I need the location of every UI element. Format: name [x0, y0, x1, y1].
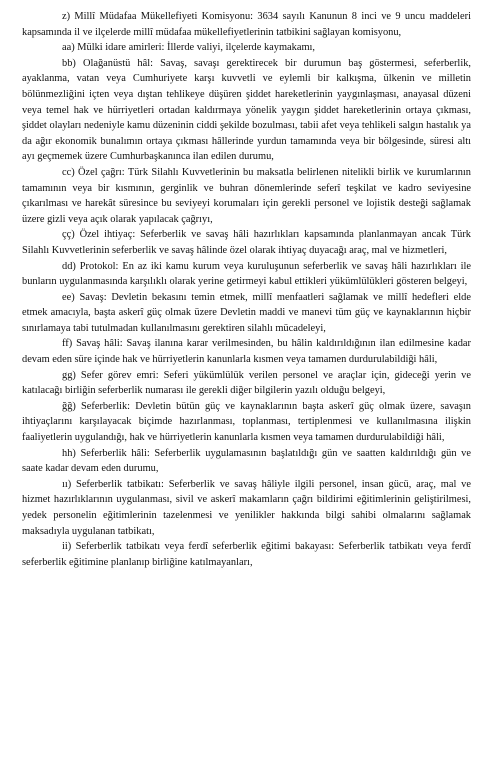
definition-dd: dd) Protokol: En az iki kamu kurum veya kuruluşunun seferberlik ve savaş hâli hazırlıkları ile bunların uygulanmasında karşılıklı olarak yerine getirmeyi kabul ettikleri yükümlülükleri gösteren belgeyi,	[22, 260, 471, 288]
definition-cc-cedilla: çç) Özel ihtiyaç: Seferberlik ve savaş hâli hazırlıkları kapsamında planlanmayan ancak Türk Silahlı Kuvvetlerinin seferberlik ve savaş hâlinde özel olarak ihtiyaç duyacağı araç, mal ve hizmetleri,	[22, 229, 471, 256]
definition-ii-dotless: ıı) Seferberlik tatbikatı: Seferberlik ve savaş hâliyle ilgili personel, insan gücü, araç, mal ve hizmet hazırlıklarının uygulanması, sivil ve askerî makamların çağrı bildirimi eğitimlerinin geliştirilmesi, yedek personelin eğitimlerinin tazelenmesi ve yenilikler hakkında bilgi sahibi olmalarını sağlamak maksadıyla uygulanan tatbikatı,	[22, 478, 471, 537]
definition-ee: ee) Savaş: Devletin bekasını temin etmek, millî menfaatleri sağlamak ve millî hedefleri elde etmek amacıyla, başta askerî güç olmak üzere Devletin maddi ve manevi tüm güç ve kaynaklarının hiçbir sınırlamaya tabi tutulmadan kullanılmasını gerektiren silahlı mücadeleyi,	[22, 291, 471, 334]
definition-z: z) Millî Müdafaa Mükellefiyeti Komisyonu: 3634 sayılı Kanunun 8 inci ve 9 uncu maddeleri kapsamında il ve ilçelerde millî müdafaa mükellefiyetlerinin tatbikini sağlayan komisyonu,	[22, 11, 471, 38]
definition-ii: ii) Seferberlik tatbikatı veya ferdî seferberlik eğitimi bakayası: Seferberlik tatbikatı veya ferdî seferberlik eğitimine planlanıp birliğine katılmayanları,	[22, 541, 471, 568]
definition-gg-breve: ğğ) Seferberlik: Devletin bütün güç ve kaynaklarının başta askerî güç olmak üzere, savaşın ihtiyaçlarını karşılayacak biçimde hazırlanması, toplanması, tertiplenmesi ve kullanılmasına ilişkin faaliyetlerin uygulandığı, hak ve hürriyetlerin kanunlarla kısmen veya tamamen durdurulabildiği hâli,	[22, 400, 471, 444]
definition-cc: cc) Özel çağrı: Türk Silahlı Kuvvetlerinin bu maksatla belirlenen nitelikli birlik ve kurumlarının tamamının veya bir kısmının, gerginlik ve buhran dönemlerinde seferî teşkilat ve kadro seviyesine çıkarılması ve harekât süresince bu seviyeyi korumaları için gerekli personel ve lojistik desteği sağlamak üzere gizli veya açık olarak yapılacak çağrıyı,	[22, 166, 471, 225]
definition-hh: hh) Seferberlik hâli: Seferberlik uygulamasının başlatıldığı gün ve saatten kaldırıldığı gün ve saate kadar devam eden durumu,	[22, 447, 471, 475]
definition-aa: aa) Mülki idare amirleri: İllerde valiyi, ilçelerde kaymakamı,	[62, 42, 316, 54]
definition-bb: bb) Olağanüstü hâl: Savaş, savaşı gerektirecek bir durumun baş göstermesi, seferberlik, ayaklanma, vatan veya Cumhuriyete karşı kuvvetli ve eylemli bir kalkışma, ülkenin ve milletin bölünmezliğini içten veya dıştan tehlikeye düşüren şiddet hareketlerinin yaygınlaşması, anayasal düzeni veya temel hak ve hürriyetleri ortadan kaldırmaya yönelik yaygın şiddet hareketlerinin ortaya çıkması, şiddet olayları nedeniyle kamu düzeninin ciddi şekilde bozulması, tabii afet veya tehlikeli salgın hastalık ya da ağır ekonomik bunalımın ortaya çıkması hâllerinde yurdun tamamında veya bir bölgesinde, süresi altı ayı geçmemek üzere Cumhurbaşkanınca ilan edilen durumu,	[22, 57, 471, 163]
definition-gg: gg) Sefer görev emri: Seferi yükümlülük verilen personel ve araçlar için, gideceği yerin ve katılacağı birliğin seferberlik numarası ile gerekli diğer bilgilerin yazılı olduğu belgeyi,	[22, 369, 471, 397]
definition-ff: ff) Savaş hâli: Savaş ilanına karar verilmesinden, bu hâlin kaldırıldığının ilan edilmesine kadar devam eden süre içinde hak ve hürriyetlerin kanunlarla kısmen veya tamamen durdurulabildiği hâli,	[22, 338, 471, 366]
